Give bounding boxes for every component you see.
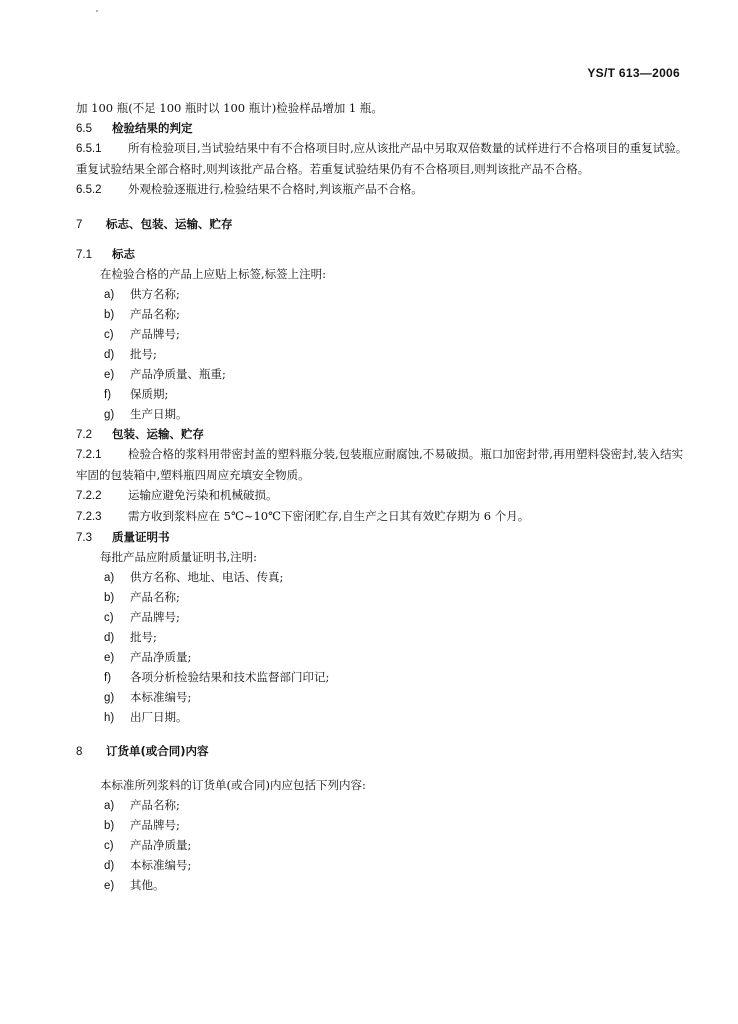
section-8-heading (76, 741, 688, 761)
list-item-marker: c) (104, 612, 114, 624)
clause-6-5-2 (76, 179, 688, 200)
list-item-marker: e) (104, 880, 115, 892)
clause-6-5-1 (76, 138, 688, 179)
list-item-marker: f) (104, 389, 112, 401)
list-item-marker: b) (104, 309, 115, 321)
list-item (76, 404, 688, 424)
list-item (76, 304, 688, 324)
label-items-list (76, 284, 688, 424)
list-item (76, 667, 688, 687)
list-item-text: 产品名称; (130, 590, 180, 604)
section-number: 6.5 (76, 123, 92, 135)
list-item (76, 567, 688, 587)
clause-number: 6.5.1 (76, 143, 102, 155)
section-title: 包装、运输、贮存 (112, 427, 204, 441)
list-item-text: 产品牌号; (130, 818, 180, 832)
list-item-marker: d) (104, 860, 115, 872)
list-item-marker: a) (104, 289, 115, 301)
standard-code-header: YS/T 613—2006 (587, 66, 680, 80)
list-item-text: 本标准编号; (130, 858, 192, 872)
list-item-marker: e) (104, 369, 115, 381)
list-item-text: 批号; (130, 347, 157, 361)
clause-7-2-1 (76, 444, 688, 485)
list-item-marker: f) (104, 672, 112, 684)
list-item-marker: b) (104, 820, 115, 832)
list-item (76, 587, 688, 607)
section-title: 订货单(或合同)内容 (106, 744, 209, 758)
section-number: 7.3 (76, 532, 92, 544)
clause-number: 7.2.1 (76, 449, 102, 461)
list-item-text: 产品牌号; (130, 327, 180, 341)
section-6-5-heading (76, 118, 688, 138)
list-item-text: 各项分析检验结果和技术监督部门印记; (130, 670, 330, 684)
scan-speck (96, 10, 98, 12)
list-item-text: 生产日期。 (130, 407, 188, 421)
section-7-1-intro: 在检验合格的产品上应贴上标签,标签上注明: (100, 267, 327, 281)
section-number: 8 (76, 746, 83, 758)
list-item (76, 835, 688, 855)
clause-text: 检验合格的浆料用带密封盖的塑料瓶分装,包装瓶应耐腐蚀,不易破损。瓶口加密封带,再用塑料袋密封,装入结实牢固的包装箱中,塑料瓶四周应充填安全物质。 (76, 447, 684, 482)
list-item-marker: a) (104, 572, 115, 584)
list-item-text: 产品牌号; (130, 610, 180, 624)
list-item (76, 607, 688, 627)
list-item (76, 284, 688, 304)
list-item-text: 产品净质量、瓶重; (130, 367, 226, 381)
section-7-heading (76, 214, 688, 234)
list-item (76, 855, 688, 875)
list-item-marker: e) (104, 652, 115, 664)
list-item-text: 出厂日期。 (130, 710, 188, 724)
list-item-marker: g) (104, 409, 115, 421)
section-title: 标志、包装、运输、贮存 (106, 217, 233, 231)
section-number: 7.2 (76, 429, 92, 441)
section-number: 7.1 (76, 249, 92, 261)
clause-number: 7.2.2 (76, 490, 102, 502)
list-item-marker: c) (104, 329, 114, 341)
clause-7-2-2 (76, 485, 688, 506)
document-body (76, 98, 688, 895)
section-7-3-heading (76, 527, 688, 547)
clause-number: 7.2.3 (76, 511, 102, 523)
list-item (76, 344, 688, 364)
list-item-marker: h) (104, 712, 115, 724)
list-item (76, 815, 688, 835)
section-7-3-intro: 每批产品应附质量证明书,注明: (100, 550, 258, 564)
section-7-2-heading (76, 424, 688, 444)
section-number: 7 (76, 219, 83, 231)
list-item-text: 供方名称、地址、电话、传真; (130, 570, 284, 584)
list-item-marker: a) (104, 800, 115, 812)
list-item (76, 324, 688, 344)
section-title: 检验结果的判定 (112, 121, 193, 135)
section-7-1-heading (76, 244, 688, 264)
list-item-marker: d) (104, 349, 115, 361)
order-items-list (76, 795, 688, 895)
list-item-text: 本标准编号; (130, 690, 192, 704)
list-item-text: 产品净质量; (130, 838, 192, 852)
clause-text: 运输应避免污染和机械破损。 (128, 488, 278, 502)
section-8-intro: 本标准所列浆料的订货单(或合同)内应包括下列内容: (100, 778, 366, 792)
list-item (76, 627, 688, 647)
list-item-marker: d) (104, 632, 115, 644)
clause-number: 6.5.2 (76, 184, 102, 196)
list-item-text: 批号; (130, 630, 157, 644)
clause-text: 需方收到浆料应在 5℃~10℃下密闭贮存,自生产之日其有效贮存期为 6 个月。 (128, 509, 530, 523)
continuation-line: 加 100 瓶(不足 100 瓶时以 100 瓶计)检验样品增加 1 瓶。 (76, 101, 383, 115)
list-item-text: 产品名称; (130, 307, 180, 321)
clause-7-2-3 (76, 506, 688, 527)
list-item-marker: b) (104, 592, 115, 604)
clause-text: 外观检验逐瓶进行,检验结果不合格时,判该瓶产品不合格。 (128, 182, 423, 196)
list-item-marker: g) (104, 692, 115, 704)
list-item (76, 687, 688, 707)
list-item-marker: c) (104, 840, 114, 852)
clause-text: 所有检验项目,当试验结果中有不合格项目时,应从该批产品中另取双倍数量的试样进行不合格项目的重复试验。重复试验结果全部合格时,则判该批产品合格。若重复试验结果仍有不合格项目,则判该批产品不合格。 (76, 141, 688, 176)
list-item-text: 保质期; (130, 387, 169, 401)
list-item (76, 647, 688, 667)
list-item (76, 795, 688, 815)
list-item (76, 875, 688, 895)
list-item (76, 364, 688, 384)
section-title: 标志 (112, 247, 135, 261)
certificate-items-list (76, 567, 688, 727)
list-item (76, 707, 688, 727)
list-item-text: 产品净质量; (130, 650, 192, 664)
list-item-text: 供方名称; (130, 287, 180, 301)
section-title: 质量证明书 (112, 530, 170, 544)
list-item-text: 产品名称; (130, 798, 180, 812)
list-item (76, 384, 688, 404)
list-item-text: 其他。 (130, 878, 165, 892)
